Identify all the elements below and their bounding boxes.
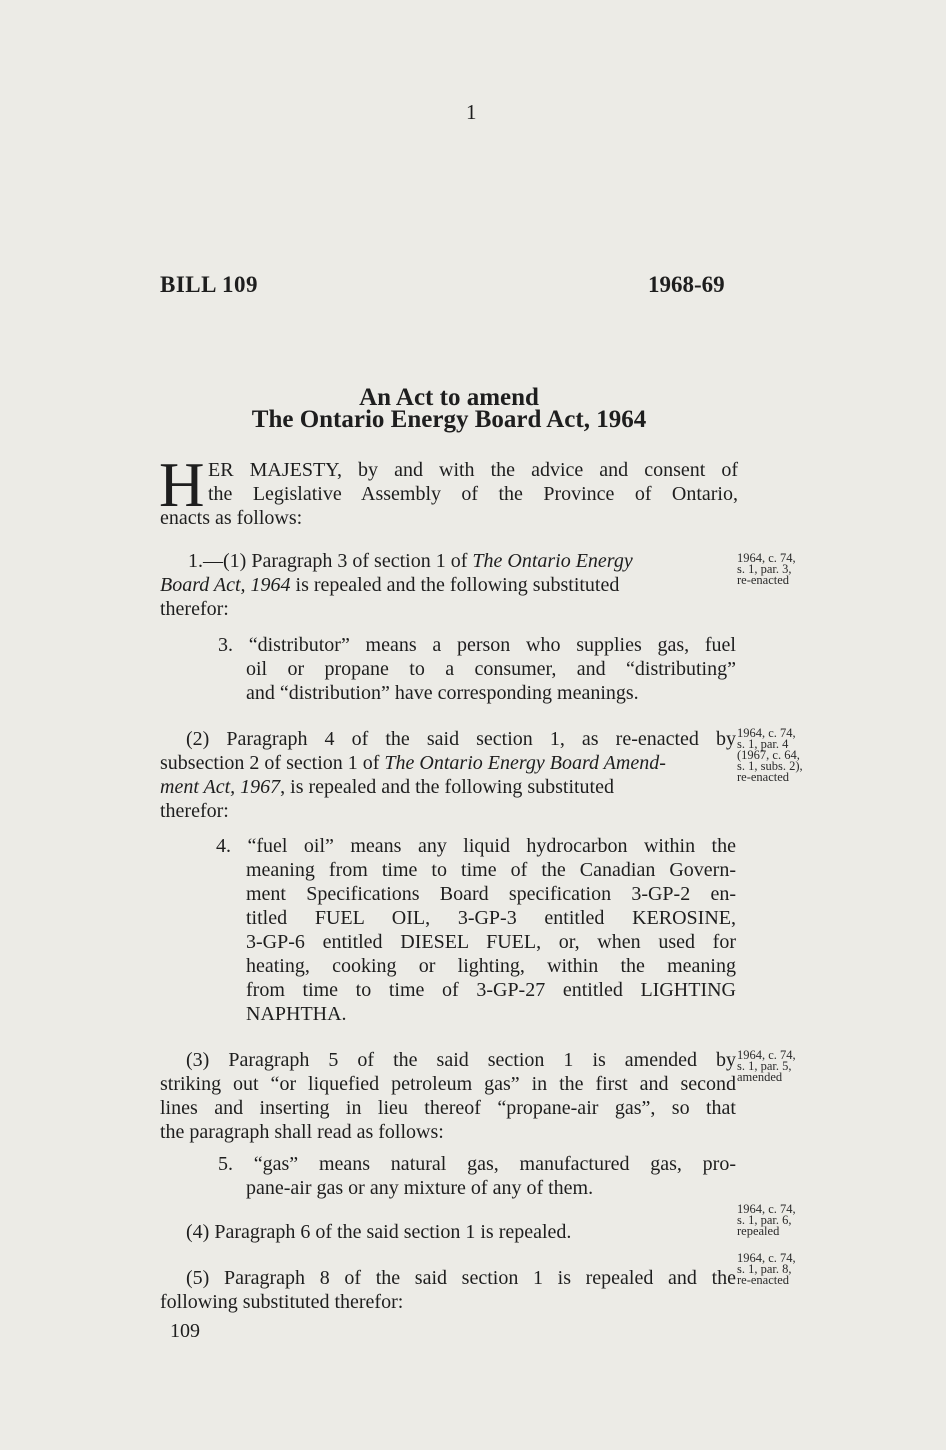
par3-line-3: and “distribution” have corresponding meanings. (246, 682, 639, 704)
s5-line-1: (5) Paragraph 8 of the said section 1 is repealed and the (186, 1267, 736, 1289)
s2-line-4: therefor: (160, 800, 229, 822)
session-label: 1968-69 (648, 272, 725, 297)
par4-line-4: titled FUEL OIL, 3-GP-3 entitled KEROSINE, (246, 907, 736, 929)
s3-line-4: the paragraph shall read as follows: (160, 1121, 444, 1143)
par4-line-6: heating, cooking or lighting, within the meaning (246, 955, 736, 977)
par5-line-2: pane-air gas or any mixture of any of them. (246, 1177, 594, 1199)
par5-line-1: 5. “gas” means natural gas, manufactured gas, pro- (218, 1153, 736, 1175)
act-title-line1: An Act to amend (359, 384, 539, 411)
s4-line-1: (4) Paragraph 6 of the said section 1 is repealed. (186, 1221, 572, 1243)
s3-line-2: striking out “or liquefied petroleum gas” in the first and second (160, 1073, 736, 1095)
bill-label: BILL 109 (160, 272, 258, 297)
s2-line-2: subsection 2 of section 1 of The Ontario Energy Board Amend- (160, 752, 666, 774)
enacting-line-3: enacts as follows: (160, 507, 303, 529)
s1-line-2: Board Act, 1964 is repealed and the following substituted (160, 574, 620, 596)
s3-line-1: (3) Paragraph 5 of the said section 1 is amended by (186, 1049, 736, 1071)
s1-margin-note: 1964, c. 74, s. 1, par. 3, re-enacted (737, 551, 796, 587)
s3-line-3: lines and inserting in lieu thereof “propane-air gas”, so that (160, 1097, 736, 1119)
enacting-line-2: the Legislative Assembly of the Province of Ontario, (208, 483, 738, 505)
s3-margin-note: 1964, c. 74, s. 1, par. 5, amended (737, 1048, 796, 1084)
s2-line-3: ment Act, 1967, is repealed and the following substituted (160, 776, 614, 798)
s1-line-1: 1.—(1) Paragraph 3 of section 1 of The Ontario Energy (188, 550, 633, 572)
s4-margin-note: 1964, c. 74, s. 1, par. 6, repealed (737, 1202, 796, 1238)
par3-line-1: 3. “distributor” means a person who supplies gas, fuel (218, 634, 736, 656)
s2-line-1: (2) Paragraph 4 of the said section 1, as re-enacted by (186, 728, 736, 750)
s5-line-2: following substituted therefor: (160, 1291, 404, 1313)
footer-bill-number: 109 (170, 1320, 200, 1342)
act-title-line2: The Ontario Energy Board Act, 1964 (251, 406, 647, 433)
s1-line-3: therefor: (160, 598, 229, 620)
page-number: 1 (466, 100, 477, 124)
par4-line-2: meaning from time to time of the Canadian Govern- (246, 859, 736, 881)
par4-line-8: NAPHTHA. (246, 1003, 347, 1025)
par4-line-5: 3-GP-6 entitled DIESEL FUEL, or, when used for (246, 931, 736, 953)
enacting-line-1: ER MAJESTY, by and with the advice and consent of (208, 459, 738, 481)
par4-line-7: from time to time of 3-GP-27 entitled LIGHTING (246, 979, 736, 1001)
s2-margin-note: 1964, c. 74, s. 1, par. 4 (1967, c. 64, s. 1, subs. 2), re-enacted (737, 726, 803, 784)
par4-line-3: ment Specifications Board specification 3-GP-2 en- (246, 883, 736, 905)
par4-line-1: 4. “fuel oil” means any liquid hydrocarbon within the (216, 835, 736, 857)
drop-cap: H (159, 450, 205, 520)
s5-margin-note: 1964, c. 74, s. 1, par. 8, re-enacted (737, 1251, 796, 1287)
par3-line-2: oil or propane to a consumer, and “distributing” (246, 658, 736, 680)
